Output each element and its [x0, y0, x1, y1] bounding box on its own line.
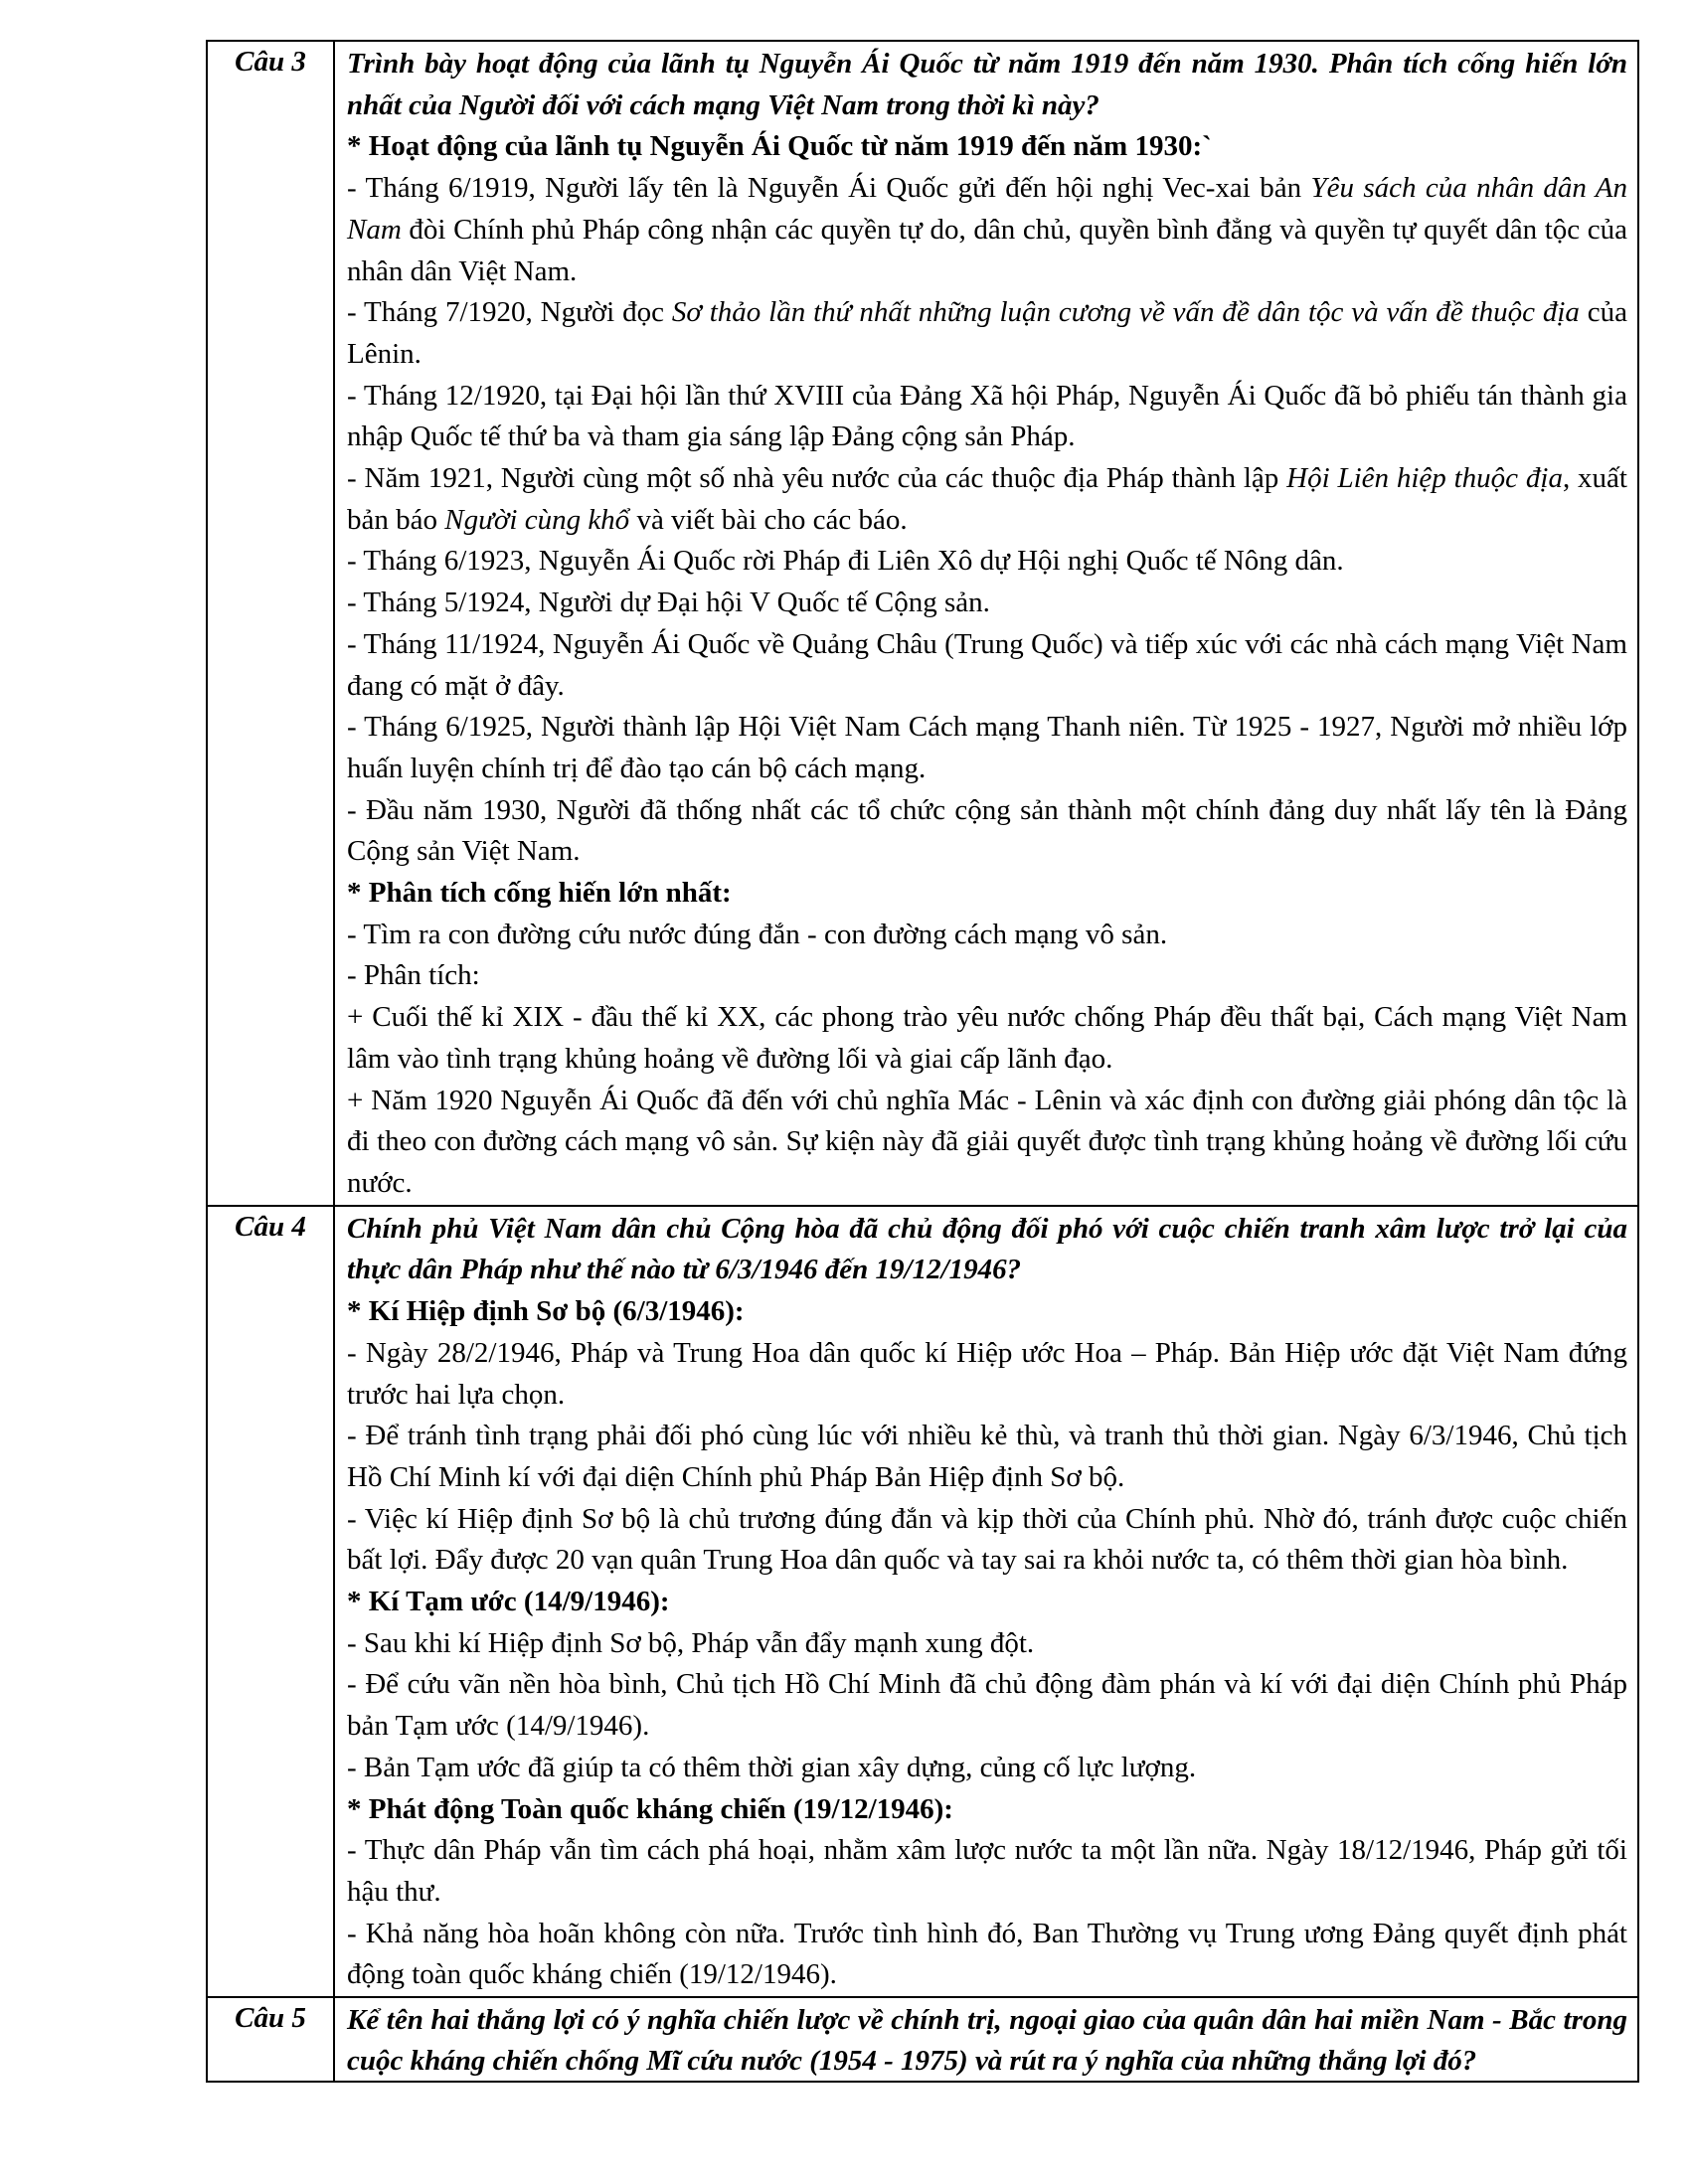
- question-text: Trình bày hoạt động của lãnh tụ Nguyễn Ái Quốc từ năm 1919 đến năm 1930. Phân tích cống hiến lớn nhất của Người đối với cách mạng Việt Nam trong thời kì này?: [347, 48, 1627, 121]
- section-heading: * Kí Hiệp định Sơ bộ (6/3/1946):: [347, 1295, 745, 1328]
- question-text: Chính phủ Việt Nam dân chủ Cộng hòa đã chủ động đối phó với cuộc chiến tranh xâm lược trở lại của thực dân Pháp như thế nào từ 6/3/1946 đến 19/12/1946?: [347, 1212, 1627, 1286]
- answer-cell: [334, 41, 1638, 1206]
- answer-cell: [334, 1997, 1638, 2082]
- paragraph: + Năm 1920 Nguyễn Ái Quốc đã đến với chủ nghĩa Mác - Lênin và xác định con đường giải phóng dân tộc là đi theo con đường cách mạng vô sản. Sự kiện này đã giải quyết được tình trạng khủng hoảng về đường lối cứu nước.: [347, 1084, 1627, 1199]
- paragraph: - Tháng 12/1920, tại Đại hội lần thứ XVIII của Đảng Xã hội Pháp, Nguyễn Ái Quốc đã bỏ phiếu tán thành gia nhập Quốc tế thứ ba và tham gia sáng lập Đảng cộng sản Pháp.: [347, 379, 1627, 453]
- paragraph: - Tháng 7/1920, Người đọc Sơ thảo lần thứ nhất những luận cương về vấn đề dân tộc và vấn đề thuộc địa của Lênin.: [347, 296, 1628, 370]
- paragraph: - Phân tích:: [347, 959, 480, 992]
- table-row: [207, 41, 1638, 1206]
- qa-table: [206, 40, 1639, 2083]
- question-number: Câu 3: [207, 41, 334, 1206]
- paragraph: - Tháng 6/1919, Người lấy tên là Nguyễn Ái Quốc gửi đến hội nghị Vec-xai bản Yêu sách của nhân dân An Nam đòi Chính phủ Pháp công nhận các quyền tự do, dân chủ, quyền bình đẳng và quyền tự quyết dân tộc của nhân dân Việt Nam.: [347, 172, 1627, 287]
- section-heading: * Phân tích cống hiến lớn nhất:: [347, 877, 732, 910]
- paragraph: - Tháng 6/1923, Nguyễn Ái Quốc rời Pháp đi Liên Xô dự Hội nghị Quốc tế Nông dân.: [347, 545, 1344, 578]
- paragraph: - Sau khi kí Hiệp định Sơ bộ, Pháp vẫn đẩy mạnh xung đột.: [347, 1626, 1035, 1659]
- paragraph: - Ngày 28/2/1946, Pháp và Trung Hoa dân quốc kí Hiệp ước Hoa – Pháp. Bản Hiệp ước đặt Việt Nam đứng trước hai lựa chọn.: [347, 1336, 1627, 1411]
- question-text: Kể tên hai thắng lợi có ý nghĩa chiến lược về chính trị, ngoại giao của quân dân hai miền Nam - Bắc trong cuộc kháng chiến chống Mĩ cứu nước (1954 - 1975) và rút ra ý nghĩa của những thắng lợi đó?: [347, 2004, 1627, 2077]
- question-number: Câu 5: [207, 1997, 334, 2082]
- paragraph: + Cuối thế kỉ XIX - đầu thế kỉ XX, các phong trào yêu nước chống Pháp đều thất bại, Cách mạng Việt Nam lâm vào tình trạng khủng hoảng về đường lối và giai cấp lãnh đạo.: [347, 1001, 1627, 1075]
- paragraph: - Thực dân Pháp vẫn tìm cách phá hoại, nhằm xâm lược nước ta một lần nữa. Ngày 18/12/1946, Pháp gửi tối hậu thư.: [347, 1834, 1627, 1908]
- section-heading: * Phát động Toàn quốc kháng chiến (19/12/1946):: [347, 1792, 953, 1825]
- paragraph: - Khả năng hòa hoãn không còn nữa. Trước tình hình đó, Ban Thường vụ Trung ương Đảng quyết định phát động toàn quốc kháng chiến (19/12/1946).: [347, 1917, 1627, 1991]
- section-heading: * Kí Tạm ước (14/9/1946):: [347, 1586, 670, 1618]
- paragraph: - Để tránh tình trạng phải đối phó cùng lúc với nhiều kẻ thù, và tranh thủ thời gian. Ngày 6/3/1946, Chủ tịch Hồ Chí Minh kí với đại diện Chính phủ Pháp Bản Hiệp định Sơ bộ.: [347, 1420, 1627, 1493]
- paragraph: - Bản Tạm ước đã giúp ta có thêm thời gian xây dựng, củng cố lực lượng.: [347, 1751, 1197, 1783]
- paragraph: - Năm 1921, Người cùng một số nhà yêu nước của các thuộc địa Pháp thành lập Hội Liên hiệp thuộc địa, xuất bản báo Người cùng khổ và viết bài cho các báo.: [347, 462, 1627, 536]
- paragraph: - Tháng 11/1924, Nguyễn Ái Quốc về Quảng Châu (Trung Quốc) và tiếp xúc với các nhà cách mạng Việt Nam đang có mặt ở đây.: [347, 627, 1627, 702]
- question-number: Câu 4: [207, 1206, 334, 1997]
- section-heading: * Hoạt động của lãnh tụ Nguyễn Ái Quốc từ năm 1919 đến năm 1930:`: [347, 130, 1212, 163]
- paragraph: - Tháng 5/1924, Người dự Đại hội V Quốc tế Cộng sản.: [347, 587, 990, 619]
- paragraph: - Tháng 6/1925, Người thành lập Hội Việt Nam Cách mạng Thanh niên. Từ 1925 - 1927, Người mở nhiều lớp huấn luyện chính trị để đào tạo cán bộ cách mạng.: [347, 711, 1627, 784]
- table-row: [207, 1206, 1638, 1997]
- paragraph: - Đầu năm 1930, Người đã thống nhất các tổ chức cộng sản thành một chính đảng duy nhất lấy tên là Đảng Cộng sản Việt Nam.: [347, 793, 1627, 868]
- paragraph: - Tìm ra con đường cứu nước đúng đắn - con đường cách mạng vô sản.: [347, 918, 1168, 950]
- paragraph: - Để cứu vãn nền hòa bình, Chủ tịch Hồ Chí Minh đã chủ động đàm phán và kí với đại diện Chính phủ Pháp bản Tạm ước (14/9/1946).: [347, 1668, 1627, 1743]
- paragraph: - Việc kí Hiệp định Sơ bộ là chủ trương đúng đắn và kịp thời của Chính phủ. Nhờ đó, tránh được cuộc chiến bất lợi. Đẩy được 20 vạn quân Trung Hoa dân quốc và tay sai ra khỏi nước ta, có thêm thời gian hòa bình.: [347, 1502, 1627, 1577]
- table-row: [207, 1997, 1638, 2082]
- answer-cell: [334, 1206, 1638, 1997]
